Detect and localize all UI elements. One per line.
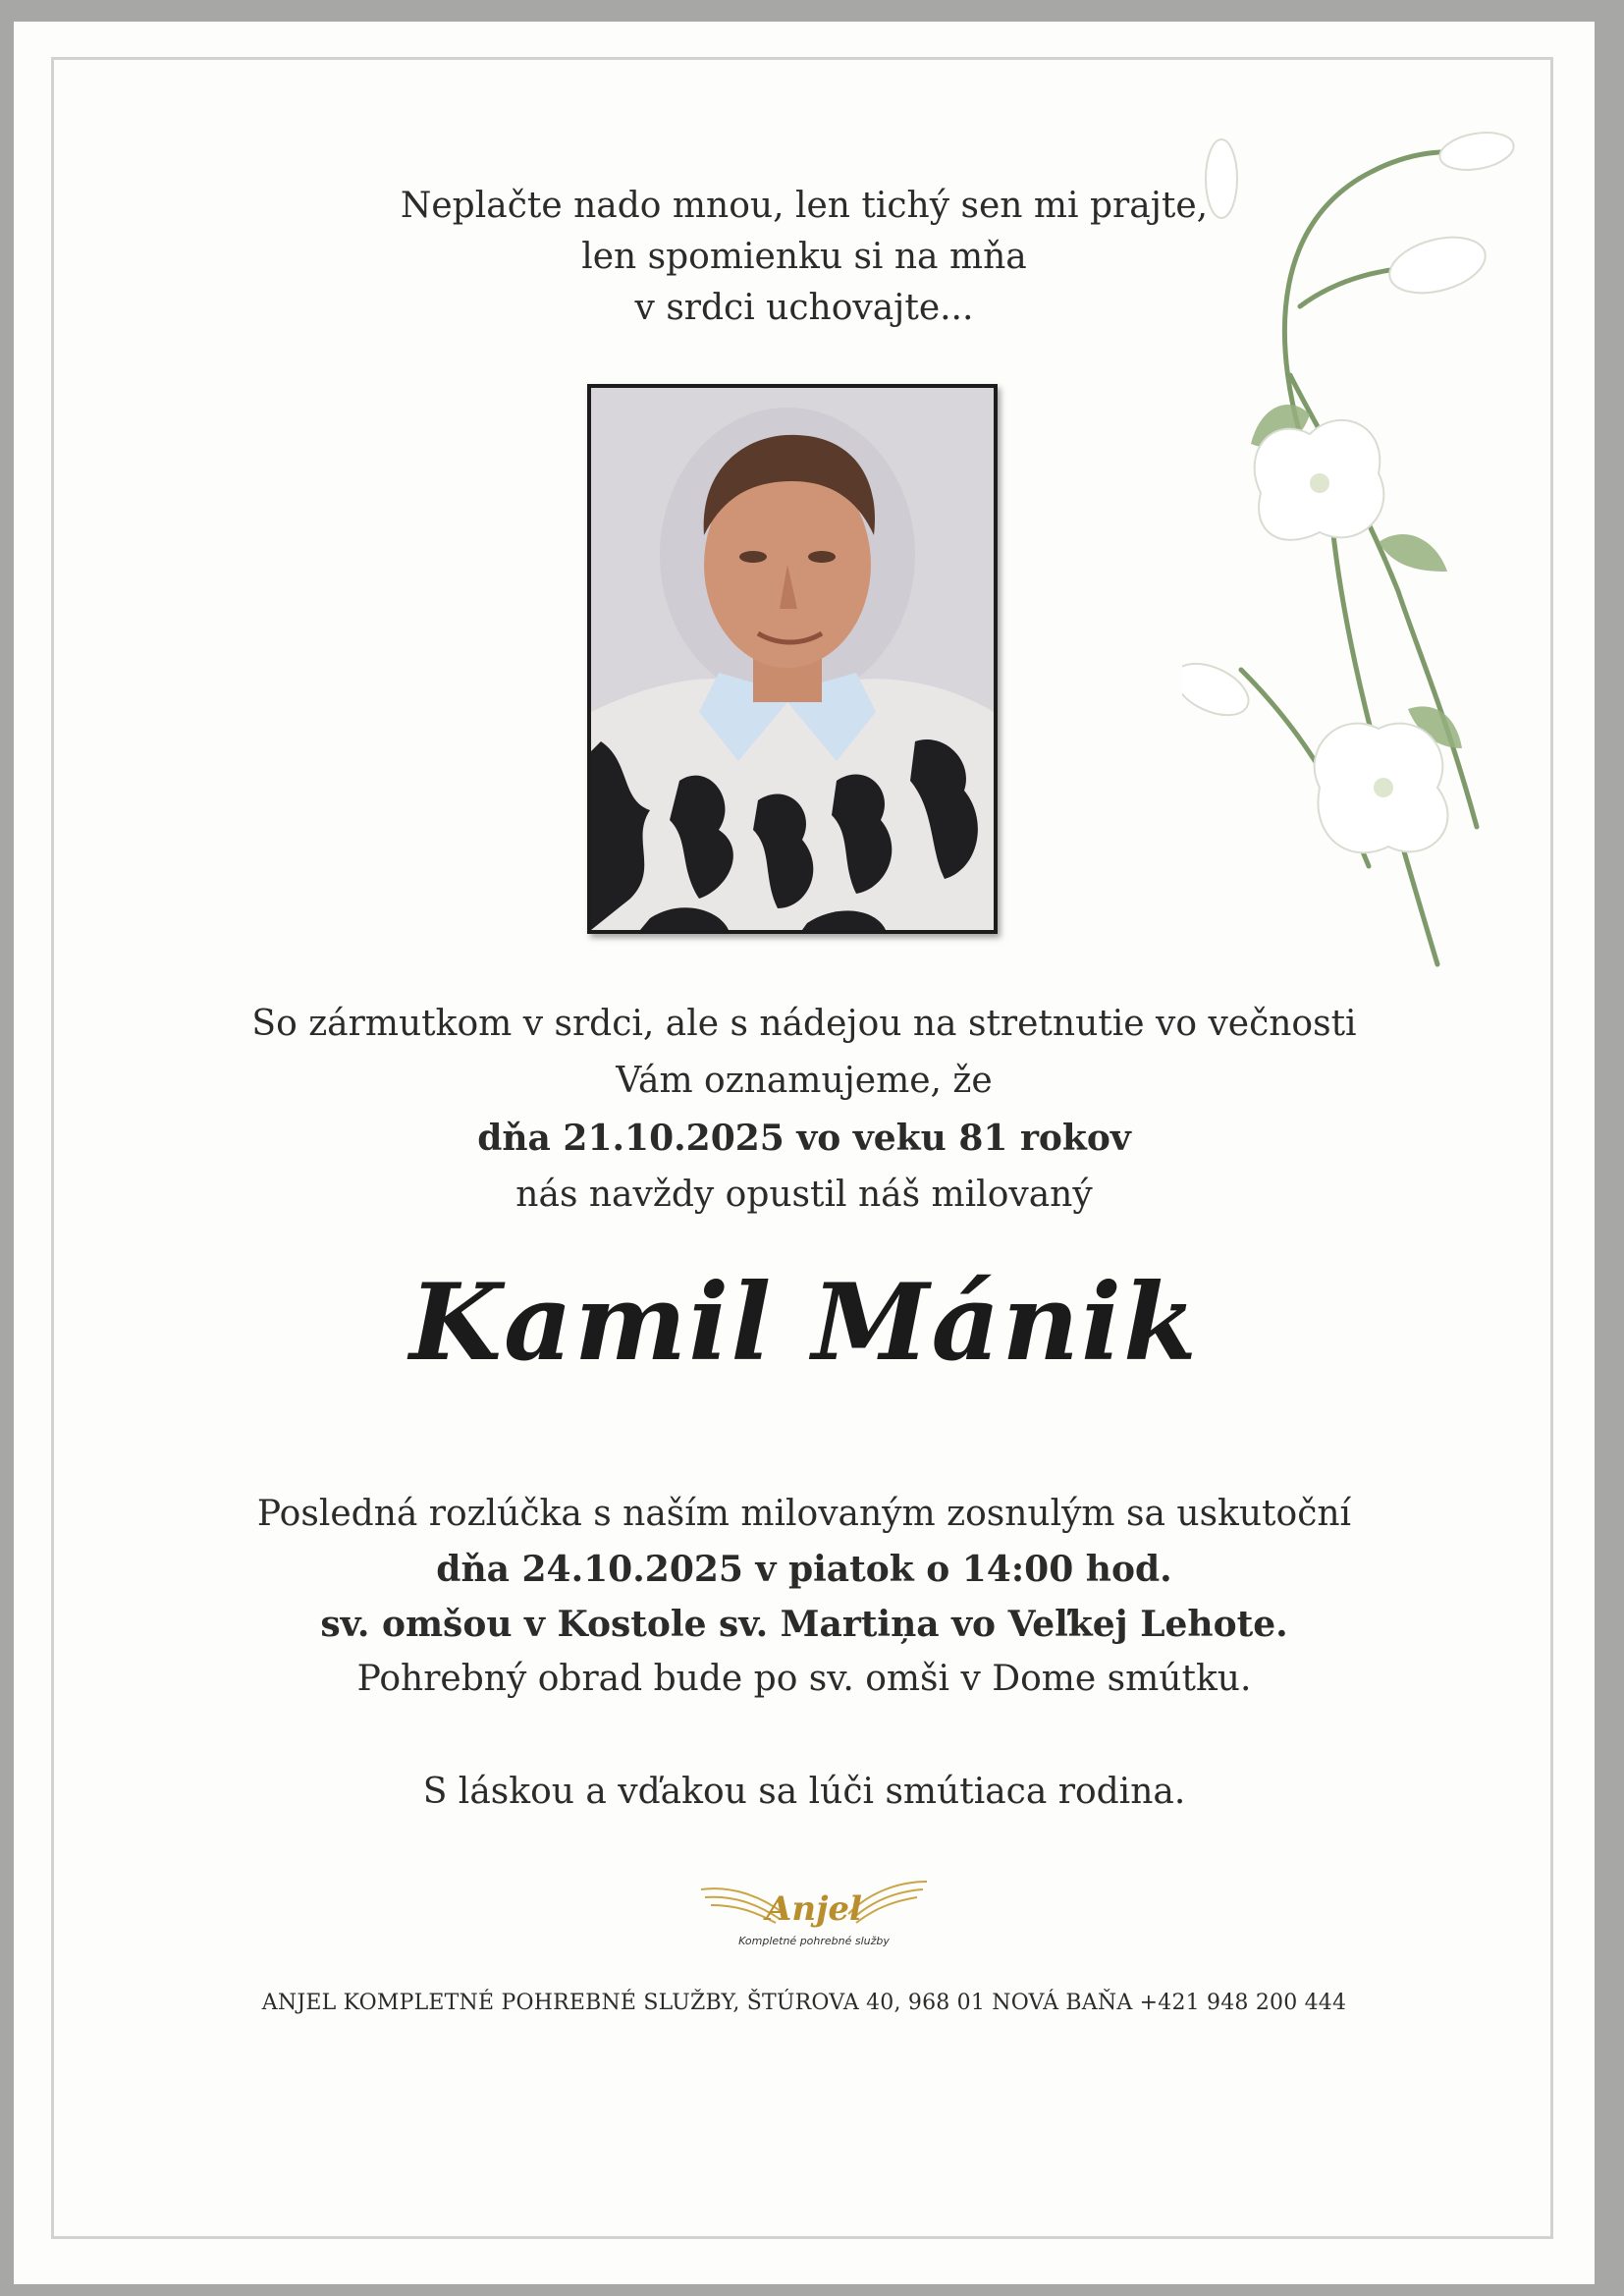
family-closing: S láskou a vďakou sa lúči smútiaca rodina. bbox=[422, 1772, 1186, 1812]
portrait-photo bbox=[587, 384, 998, 934]
funeral-details bbox=[14, 1487, 1595, 1707]
funeral-line-4: Pohrebný obrad bude po sv. omši v Dome smútku. bbox=[356, 1659, 1252, 1699]
funeral-church-line: sv. omšou v Kostole sv. Martiņa vo Veľkej Lehote. bbox=[320, 1604, 1288, 1645]
logo-tagline: Kompletné pohrebné služby bbox=[738, 1935, 890, 1947]
death-date-line: dňa 21.10.2025 vo veku 81 rokov bbox=[477, 1118, 1131, 1159]
funeral-line-1: Posledná rozlúčka s naším milovaným zosnulým sa uskutoční bbox=[256, 1494, 1352, 1534]
obituary-sheet bbox=[14, 22, 1595, 2284]
deceased-name: Kamil Mánik bbox=[409, 1261, 1199, 1385]
motto-line-1: Neplačte nado mnou, len tichý sen mi prajte, bbox=[400, 186, 1209, 226]
motto-line-2: len spomienku si na mňa bbox=[581, 237, 1027, 277]
announcement-line-4: nás navždy opustil náš milovaný bbox=[515, 1175, 1093, 1215]
logo-name: Anjel bbox=[766, 1889, 862, 1929]
motto-line-3: v srdci uchovajte... bbox=[634, 288, 974, 328]
announcement-line-2: Vám oznamujeme, že bbox=[616, 1061, 993, 1101]
funeral-date-line: dňa 24.10.2025 v piatok o 14:00 hod. bbox=[436, 1549, 1172, 1590]
anjel-logo bbox=[691, 1860, 937, 1968]
announcement-line-1: So zármutkom v srdci, ale s nádejou na stretnutie vo večnosti bbox=[251, 1004, 1357, 1044]
funeral-service-footer: ANJEL KOMPLETNÉ POHREBNÉ SLUŽBY, ŠTÚROVA 40, 968 01 NOVÁ BAŇA +421 948 200 444 bbox=[261, 1991, 1347, 2015]
motto-verse bbox=[14, 181, 1595, 334]
death-announcement bbox=[14, 996, 1595, 1224]
